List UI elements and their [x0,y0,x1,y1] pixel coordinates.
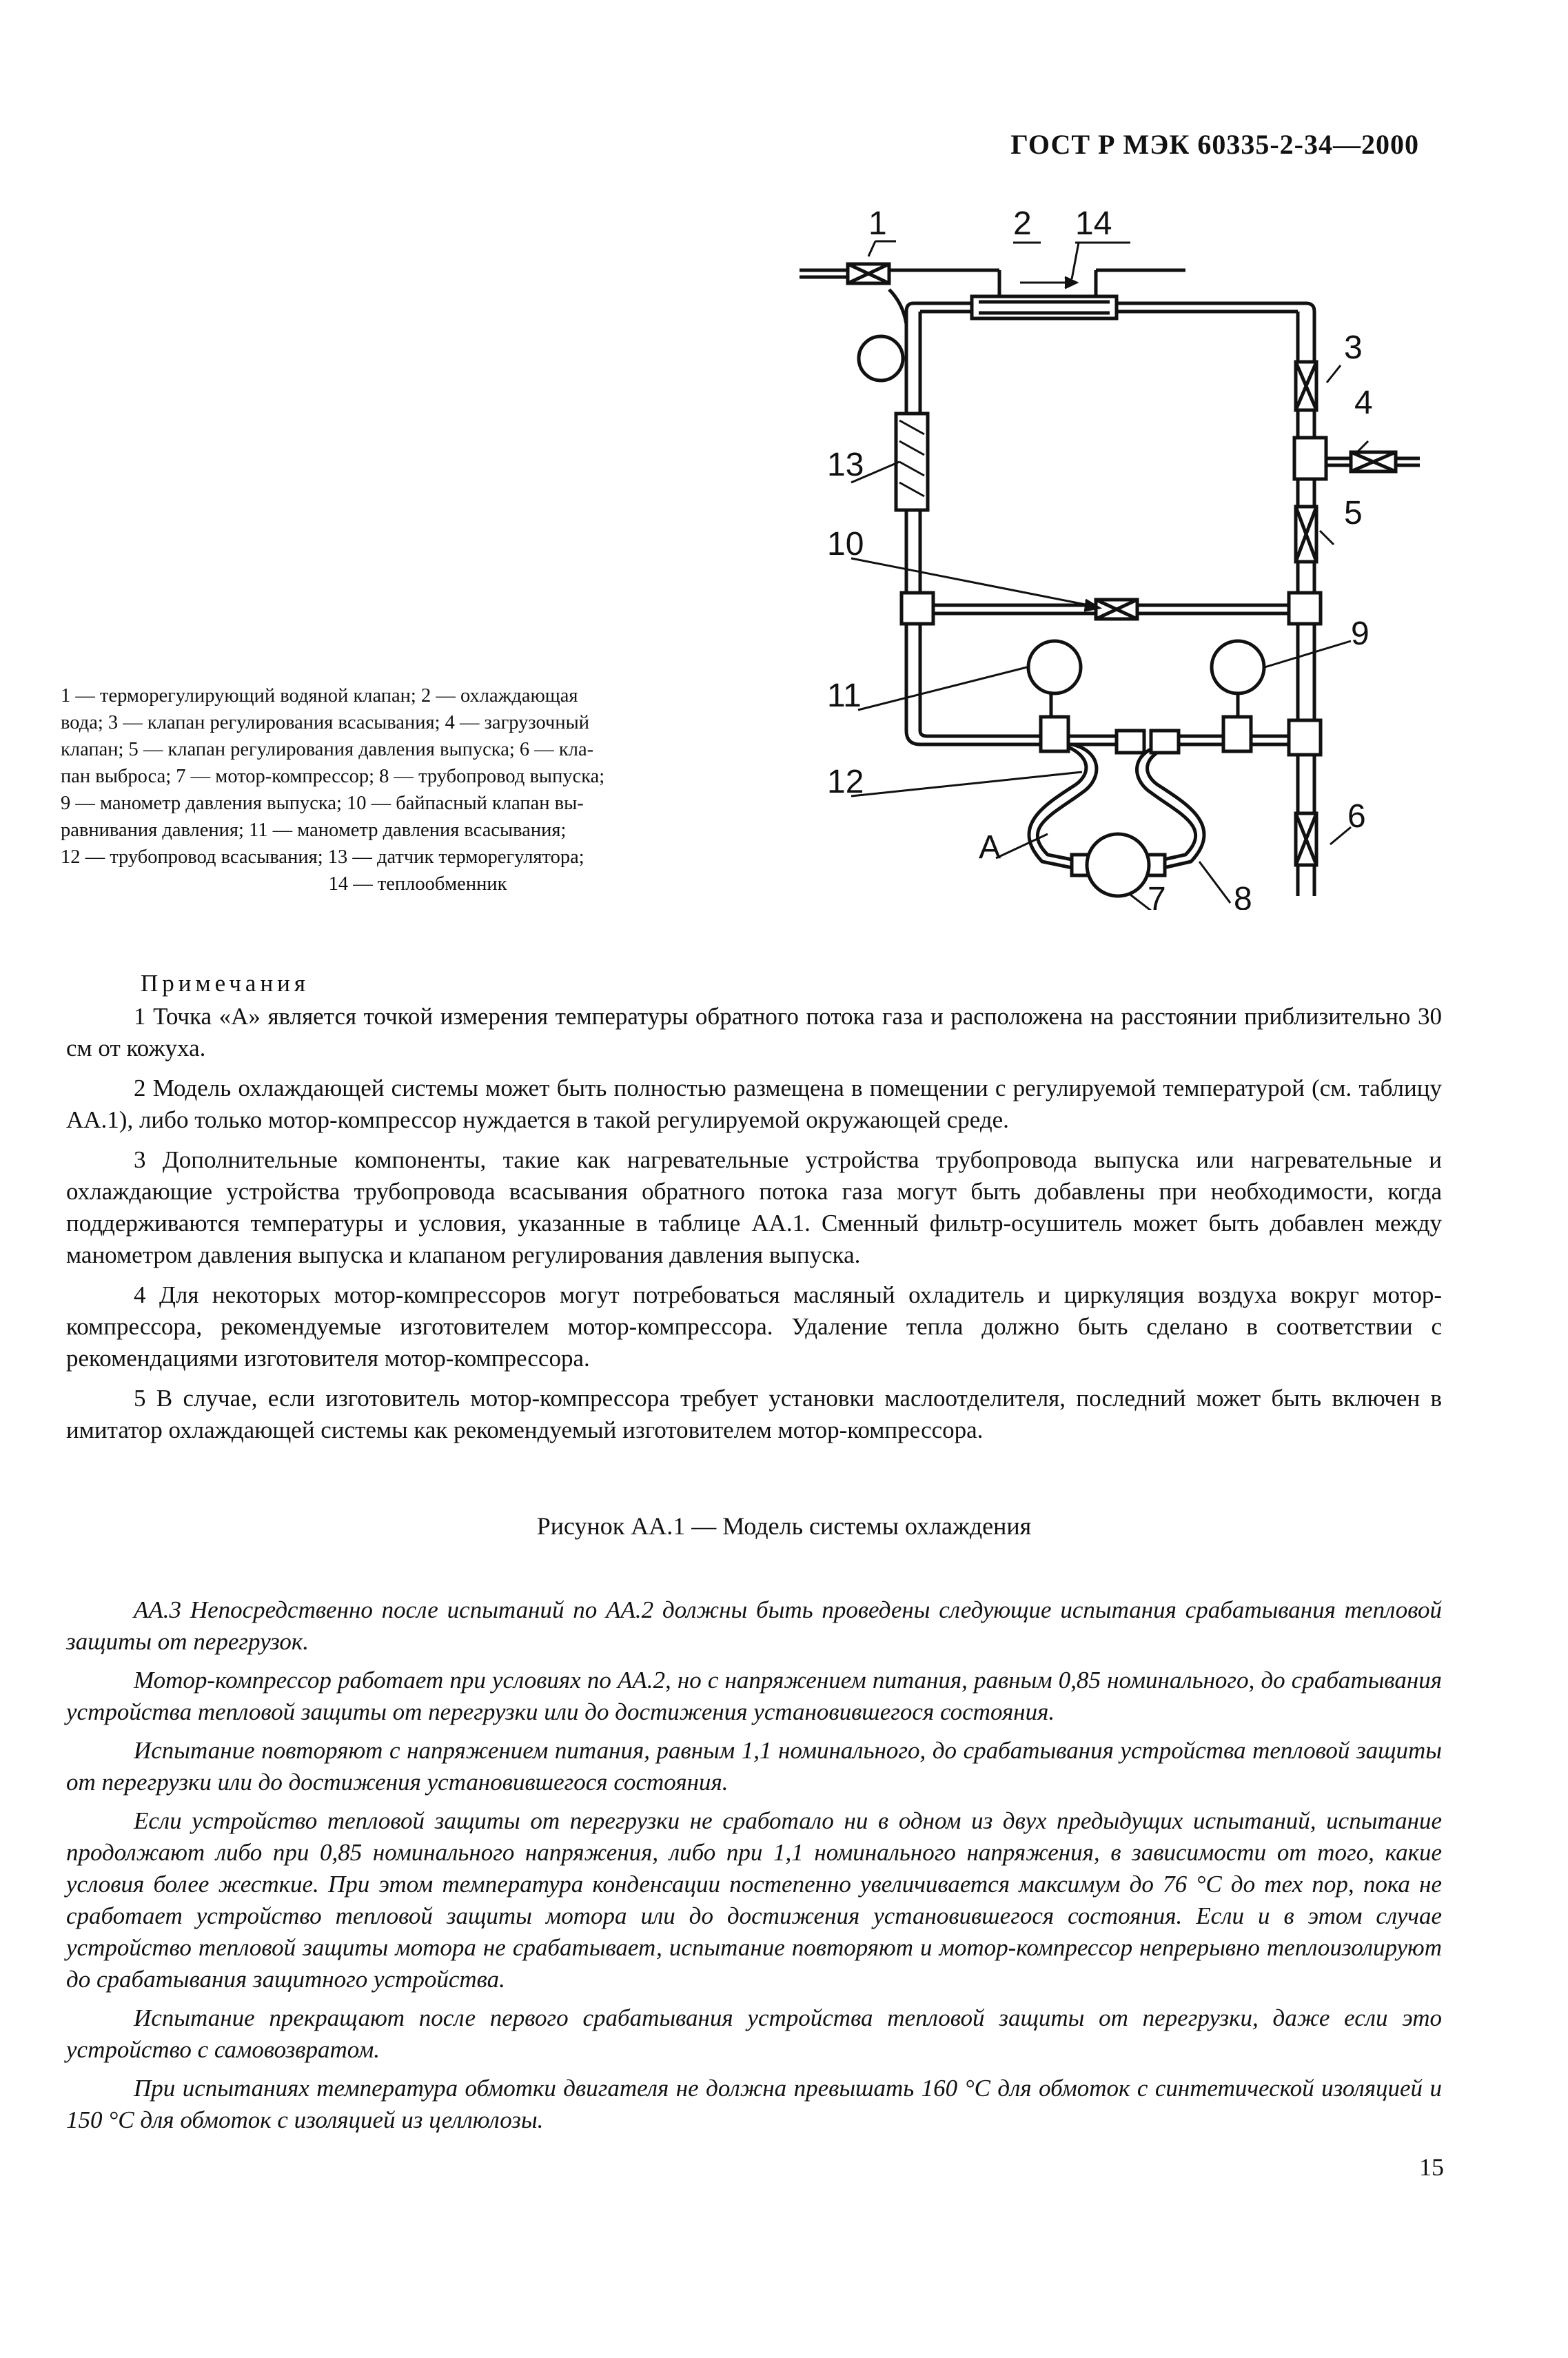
legend-line: 9 — манометр давления выпуска; 10 — байпасный клапан вы- [61,793,584,814]
paragraph: Испытание повторяют с напряжением питания, равным 1,1 номинального, до срабатывания устройства тепловой защиты от перегрузки или до достижения установившегося состояния. [66,1737,1442,1796]
compressor-icon [1087,834,1149,896]
diagram-label-2: 2 [1013,205,1032,242]
figure-caption: Рисунок АА.1 — Модель системы охлаждения [536,1512,1032,1540]
sensor-bulb-icon [859,336,903,380]
suction-gauge-icon [1028,641,1081,693]
note-item: 3 Дополнительные компоненты, такие как нагревательные устройства трубопровода выпуска или нагревательные и охлаждающие устройства трубопровода всасывания обратного потока газа могут быть добавлены при необходимости, когда поддерживаются температуры и условия, указанные в таблице АА.1. Сменный фильтр-осушитель может быть добавлен между манометром давления выпуска и клапаном регулирования давления выпуска. [66,1146,1442,1268]
diagram-label-5: 5 [1344,495,1363,531]
tee-fitting-icon [1223,717,1251,751]
cooling-system-diagram [779,193,1468,910]
note-item: 1 Точка «А» является точкой измерения температуры обратного потока газа и расположена на расстоянии приблизительно 30 см от кожуха. [66,1003,1442,1061]
legend-line: вода; 3 — клапан регулирования всасывания; 4 — загрузочный [61,712,589,733]
diagram-label-14: 14 [1075,205,1112,242]
diagram-label-3: 3 [1344,329,1363,366]
diagram-label-a: A [979,829,1001,866]
heat-exchanger-icon [972,296,1117,318]
tee-fitting-icon [1289,593,1321,624]
leader-lines [851,241,1368,910]
page-number: 15 [1419,2153,1444,2181]
diagram-label-8: 8 [1234,881,1252,910]
diagram-label-12: 12 [827,764,864,800]
note-item: 5 В случае, если изготовитель мотор-компрессора требует установки маслоотделителя, последний может быть включен в имитатор охлаждающей системы как рекомендуемый изготовителем мотор-компрессора. [66,1385,1442,1443]
tee-fitting-icon [1041,717,1068,751]
diagram-label-1: 1 [868,205,887,242]
paragraph: Если устройство тепловой защиты от перегрузки не сработало ни в одном из двух предыдущих испытаний, испытание продолжают либо при 0,85 номинального напряжения, либо при 1,1 номинального напряжения, в зависимости от того, какие условия более жесткие. При этом температура конденсации постепенно увеличивается максимум до 76 °С до тех пор, пока не сработает устройство тепловой защиты мотора или до достижения установившегося состояния. Если и в этом случае устройство тепловой защиты мотора не срабатывает, испытание повторяют и мотор-компрессор непрерывно теплоизолируют до срабатывания защитного устройства. [66,1807,1442,1993]
notes-section [66,968,1442,1454]
fitting-icon [1151,731,1179,753]
tee-fitting-icon [902,593,933,624]
notes-title: Примечания [141,970,310,997]
figure-legend [61,682,775,897]
legend-line: клапан; 5 — клапан регулирования давления выпуска; 6 — кла- [61,739,594,760]
diagram-label-13: 13 [827,447,864,483]
body-text [66,1594,1442,2143]
paragraph: АА.3 Непосредственно после испытаний по АА.2 должны быть проведены следующие испытания срабатывания тепловой защиты от перегрузок. [66,1596,1442,1655]
diagram-label-6: 6 [1347,798,1366,835]
legend-line: 1 — терморегулирующий водяной клапан; 2 — охлаждающая [61,685,578,707]
legend-line: пан выброса; 7 — мотор-компрессор; 8 — трубопровод выпуска; [61,766,605,787]
paragraph: Мотор-компрессор работает при условиях по АА.2, но с напряжением питания, равным 0,85 номинального, до срабатывания устройства тепловой защиты от перегрузки или до достижения установившегося состояния. [66,1667,1442,1725]
diagram-label-9: 9 [1351,616,1370,652]
diagram-label-4: 4 [1354,385,1373,421]
note-item: 4 Для некоторых мотор-компрессоров могут потребоваться масляный охладитель и циркуляция воздуха вокруг мотор-компрессора, рекомендуемые изготовителем мотор-компрессора. Удаление тепла должно быть сделано в соответствии с рекомендациями изготовителя мотор-компрессора. [66,1281,1442,1372]
paragraph: При испытаниях температура обмотки двигателя не должна превышать 160 °С для обмоток с синтетической изоляцией и 150 °С для обмоток с изоляцией из целлюлозы. [66,2075,1442,2133]
tee-fitting-icon [1289,720,1321,755]
note-item: 2 Модель охлаждающей системы может быть полностью размещена в помещении с регулируемой температурой (см. таблицу АА.1), либо только мотор-компрессор нуждается в такой регулируемой окружающей среде. [66,1075,1442,1133]
legend-line: равнивания давления; 11 — манометр давления всасывания; [61,820,567,841]
diagram-label-10: 10 [827,526,864,562]
legend-line: 14 — теплообменник [328,873,507,895]
diagram-label-11: 11 [827,678,862,714]
legend-line: 12 — трубопровод всасывания; 13 — датчик терморегулятора; [61,846,584,868]
discharge-gauge-icon [1212,641,1264,693]
document-header: ГОСТ Р МЭК 60335-2-34—2000 [1010,129,1419,160]
tee-fitting-icon [1294,438,1326,479]
fitting-icon [1117,731,1144,753]
diagram-label-7: 7 [1148,881,1166,910]
paragraph: Испытание прекращают после первого срабатывания устройства тепловой защиты от перегрузки, даже если это устройство с самовозвратом. [66,2004,1442,2063]
